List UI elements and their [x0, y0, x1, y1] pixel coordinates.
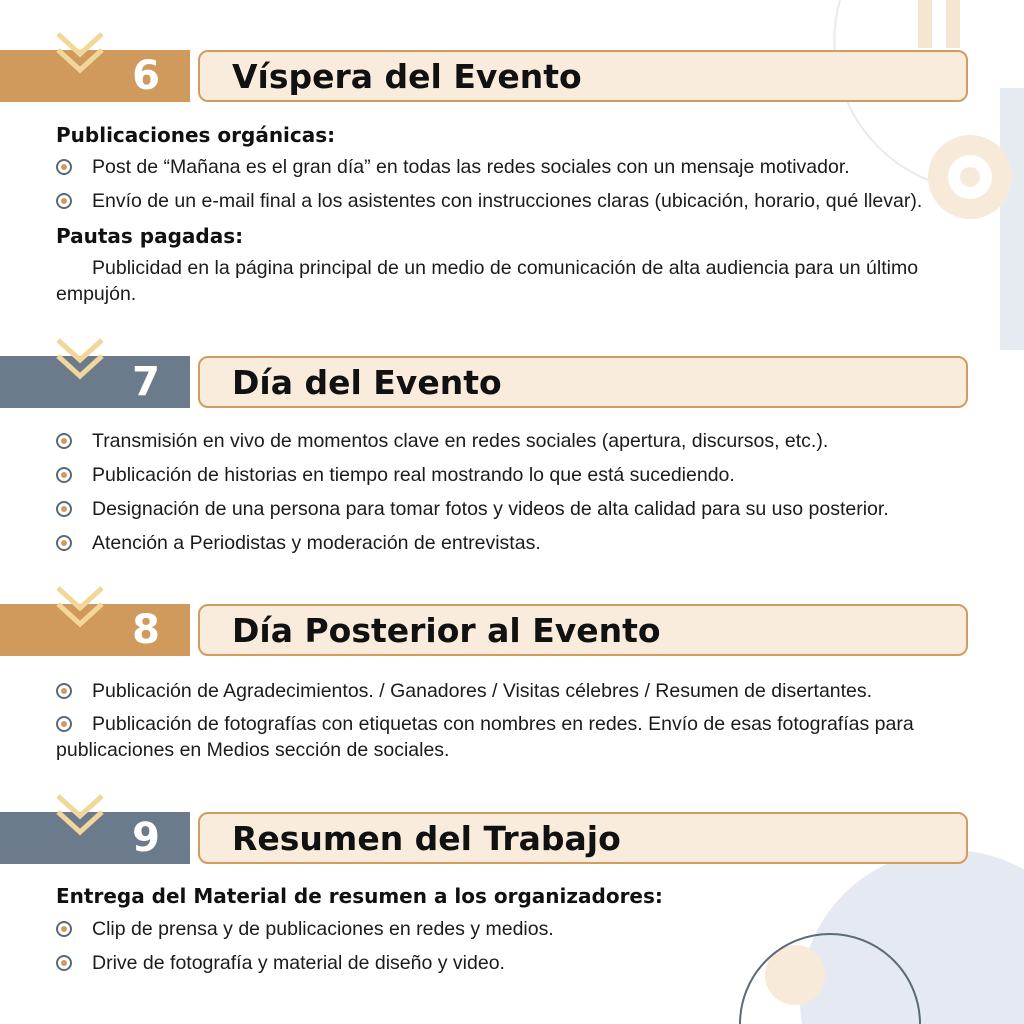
section-title: Día Posterior al Evento [198, 604, 968, 656]
list-item: Publicación de Agradecimientos. / Ganadores / Visitas célebres / Resumen de disertantes. [56, 674, 872, 708]
list-item: Post de “Mañana es el gran día” en todas las redes sociales con un mensaje motivador. [56, 150, 922, 184]
bullet-icon [56, 955, 72, 971]
chevron-down-icon [52, 334, 108, 396]
summary-delivery-list [56, 912, 554, 980]
chevron-down-icon [52, 790, 108, 852]
organic-posts-list [56, 150, 922, 218]
section-title: Día del Evento [198, 356, 968, 408]
section-number: 7 [132, 359, 160, 405]
list-item: Designación de una persona para tomar fotos y videos de alta calidad para su uso posterior. [56, 492, 889, 526]
chevron-down-icon [52, 582, 108, 644]
bullet-icon [56, 501, 72, 517]
list-item: Publicación de fotografías con etiquetas con nombres en redes. Envío de esas fotografías para publicaciones en Medios sección de sociales. [56, 713, 914, 761]
section-6-header [0, 50, 970, 106]
summary-delivery-heading: Entrega del Material de resumen a los organizadores: [56, 884, 663, 908]
section-number: 6 [132, 53, 160, 99]
paid-ads-text: Publicidad en la página principal de un medio de comunicación de alta audiencia para un último empujón. [56, 257, 919, 305]
event-day-list [56, 424, 889, 560]
section-number: 8 [132, 607, 160, 653]
bullet-icon [56, 467, 72, 483]
bullet-icon [56, 159, 72, 175]
bullet-icon [56, 193, 72, 209]
list-item: Clip de prensa y de publicaciones en redes y medios. [56, 912, 554, 946]
section-number: 9 [132, 815, 160, 861]
section-title: Víspera del Evento [198, 50, 968, 102]
bullet-icon [56, 716, 72, 732]
bullet-icon [56, 433, 72, 449]
bullet-icon [56, 683, 72, 699]
section-9-header [0, 812, 970, 868]
list-item: Transmisión en vivo de momentos clave en redes sociales (apertura, discursos, etc.). [56, 424, 889, 458]
list-item: Drive de fotografía y material de diseño y video. [56, 946, 554, 980]
list-item: Envío de un e-mail final a los asistentes con instrucciones claras (ubicación, horario, qué llevar). [56, 184, 922, 218]
list-item: Atención a Periodistas y moderación de entrevistas. [56, 526, 889, 560]
bullet-icon [56, 535, 72, 551]
list-item: Publicación de historias en tiempo real mostrando lo que está sucediendo. [56, 458, 889, 492]
section-7-header [0, 356, 970, 412]
section-title: Resumen del Trabajo [198, 812, 968, 864]
section-8-header [0, 604, 970, 660]
paid-ads-heading: Pautas pagadas: [56, 224, 244, 248]
post-event-list [56, 674, 872, 708]
organic-posts-heading: Publicaciones orgánicas: [56, 123, 336, 147]
chevron-down-icon [52, 28, 108, 90]
bullet-icon [56, 921, 72, 937]
